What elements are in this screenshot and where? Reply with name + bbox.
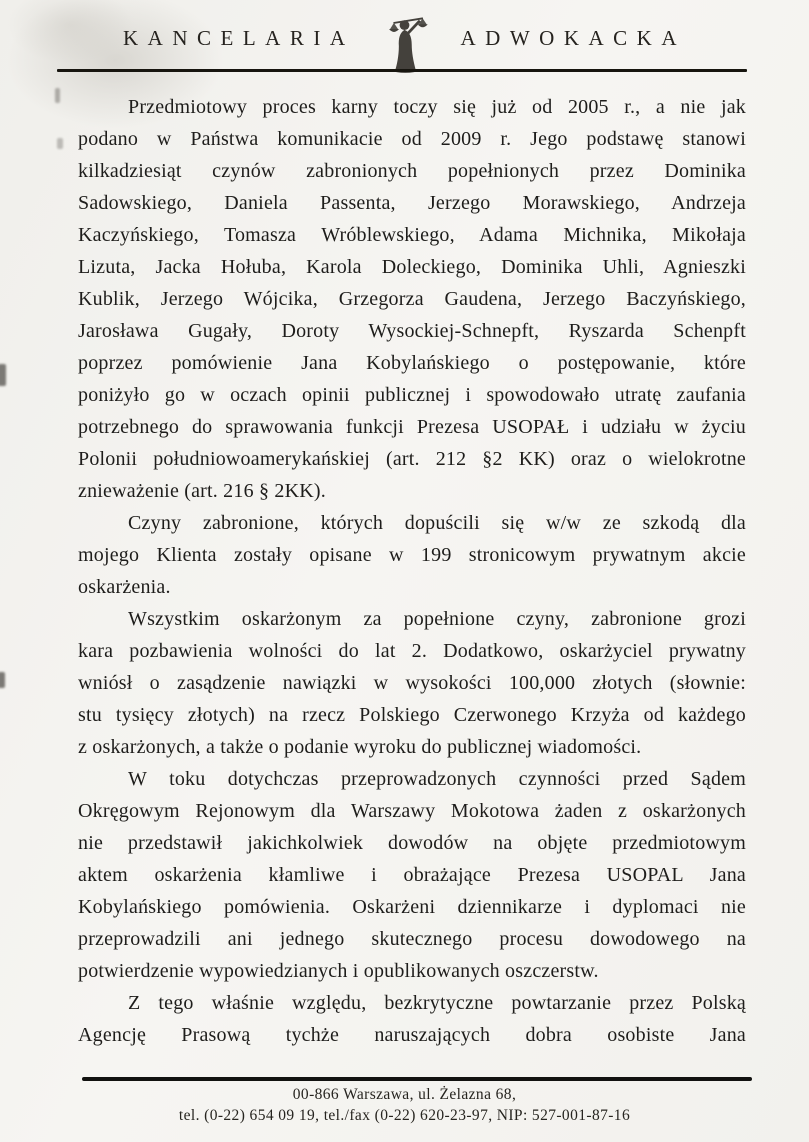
text-line: Okręgowym Rejonowym dla Warszawy Mokotowa żaden z oskarżonych xyxy=(78,800,746,822)
text-line: kara pozbawienia wolności do lat 2. Dodatkowo, oskarżyciel prywatny xyxy=(78,640,746,662)
text-line: Kublik, Jerzego Wójcika, Grzegorza Gaudena, Jerzego Baczyńskiego, xyxy=(78,288,746,310)
letterhead-left-text: KANCELARIA xyxy=(123,26,355,50)
text-line: Kaczyńskiego, Tomasza Wróblewskiego, Adama Michnika, Mikołaja xyxy=(78,224,746,246)
header-rule xyxy=(57,69,747,72)
paragraph xyxy=(78,507,746,603)
document-body xyxy=(78,91,746,1051)
text-line: stu tysięcy złotych) na rzecz Polskiego Czerwonego Krzyża od każdego xyxy=(78,704,746,726)
scan-speck xyxy=(57,138,63,149)
text-line: Kobylańskiego pomówienia. Oskarżeni dziennikarze i dyplomaci nie xyxy=(78,896,746,918)
paragraph xyxy=(78,603,746,763)
letterhead-right-text: ADWOKACKA xyxy=(460,26,686,50)
paragraph xyxy=(78,987,746,1051)
scan-speck xyxy=(0,364,6,386)
text-line: Agencję Prasową tychże naruszających dobra osobiste Jana xyxy=(78,1024,746,1046)
text-line: mojego Klienta zostały opisane w 199 stronicowym prywatnym akcie xyxy=(78,544,746,566)
footer xyxy=(0,1084,809,1126)
text-line: Przedmiotowy proces karny toczy się już od 2005 r., a nie jak xyxy=(128,96,746,118)
letterhead xyxy=(0,10,809,72)
scan-speck xyxy=(0,672,5,688)
text-line: Lizuta, Jacka Hołuba, Karola Doleckiego, Dominika Uhli, Agnieszki xyxy=(78,256,746,278)
footer-rule xyxy=(82,1077,752,1081)
text-line: Czyny zabronione, których dopuścili się w/w ze szkodą dla xyxy=(128,512,746,534)
paragraph xyxy=(78,763,746,987)
text-line: znieważenie (art. 216 § 2KK). xyxy=(78,480,326,502)
text-line: potwierdzenie wypowiedzianych i opublikowanych oszczerstw. xyxy=(78,960,599,982)
text-line: W toku dotychczas przeprowadzonych czynności przed Sądem xyxy=(128,768,746,790)
footer-address: 00-866 Warszawa, ul. Żelazna 68, xyxy=(292,1086,517,1103)
lady-justice-scales-icon xyxy=(381,12,435,74)
text-line: aktem oskarżenia kłamliwe i obrażające Prezesa USOPAL Jana xyxy=(78,864,746,886)
text-line: Sadowskiego, Daniela Passenta, Jerzego Morawskiego, Andrzeja xyxy=(78,192,746,214)
text-line: poprzez pomówienie Jana Kobylańskiego o postępowanie, które xyxy=(78,352,746,374)
text-line: Wszystkim oskarżonym za popełnione czyny, zabronione grozi xyxy=(128,608,746,630)
text-line: Jarosława Gugały, Doroty Wysockiej-Schnepft, Ryszarda Schenpft xyxy=(78,320,746,342)
paragraph xyxy=(78,91,746,507)
text-line: potrzebnego do sprawowania funkcji Prezesa USOPAŁ i udziału w życiu xyxy=(78,416,746,438)
text-line: przeprowadzili ani jednego skutecznego procesu dowodowego na xyxy=(78,928,746,950)
footer-contact: tel. (0-22) 654 09 19, tel./fax (0-22) 620-23-97, NIP: 527-001-87-16 xyxy=(178,1107,631,1124)
text-line: Polonii południowoamerykańskiej (art. 212 §2 KK) oraz o wielokrotne xyxy=(78,448,746,470)
text-line: kilkadziesiąt czynów zabronionych popełnionych przez Dominika xyxy=(78,160,746,182)
text-line: podano w Państwa komunikacie od 2009 r. Jego podstawę stanowi xyxy=(78,128,746,150)
text-line: wniósł o zasądzenie nawiązki w wysokości 100,000 złotych (słownie: xyxy=(78,672,746,694)
text-line: poniżyło go w oczach opinii publicznej i spowodowało utratę zaufania xyxy=(78,384,746,406)
scan-speck xyxy=(55,88,60,103)
text-line: Z tego właśnie względu, bezkrytyczne powtarzanie przez Polską xyxy=(128,992,746,1014)
text-line: nie przedstawił jakichkolwiek dowodów na objęte przedmiotowym xyxy=(78,832,746,854)
text-line: z oskarżonych, a także o podanie wyroku do publicznej wiadomości. xyxy=(78,736,642,758)
text-line: oskarżenia. xyxy=(78,576,171,598)
